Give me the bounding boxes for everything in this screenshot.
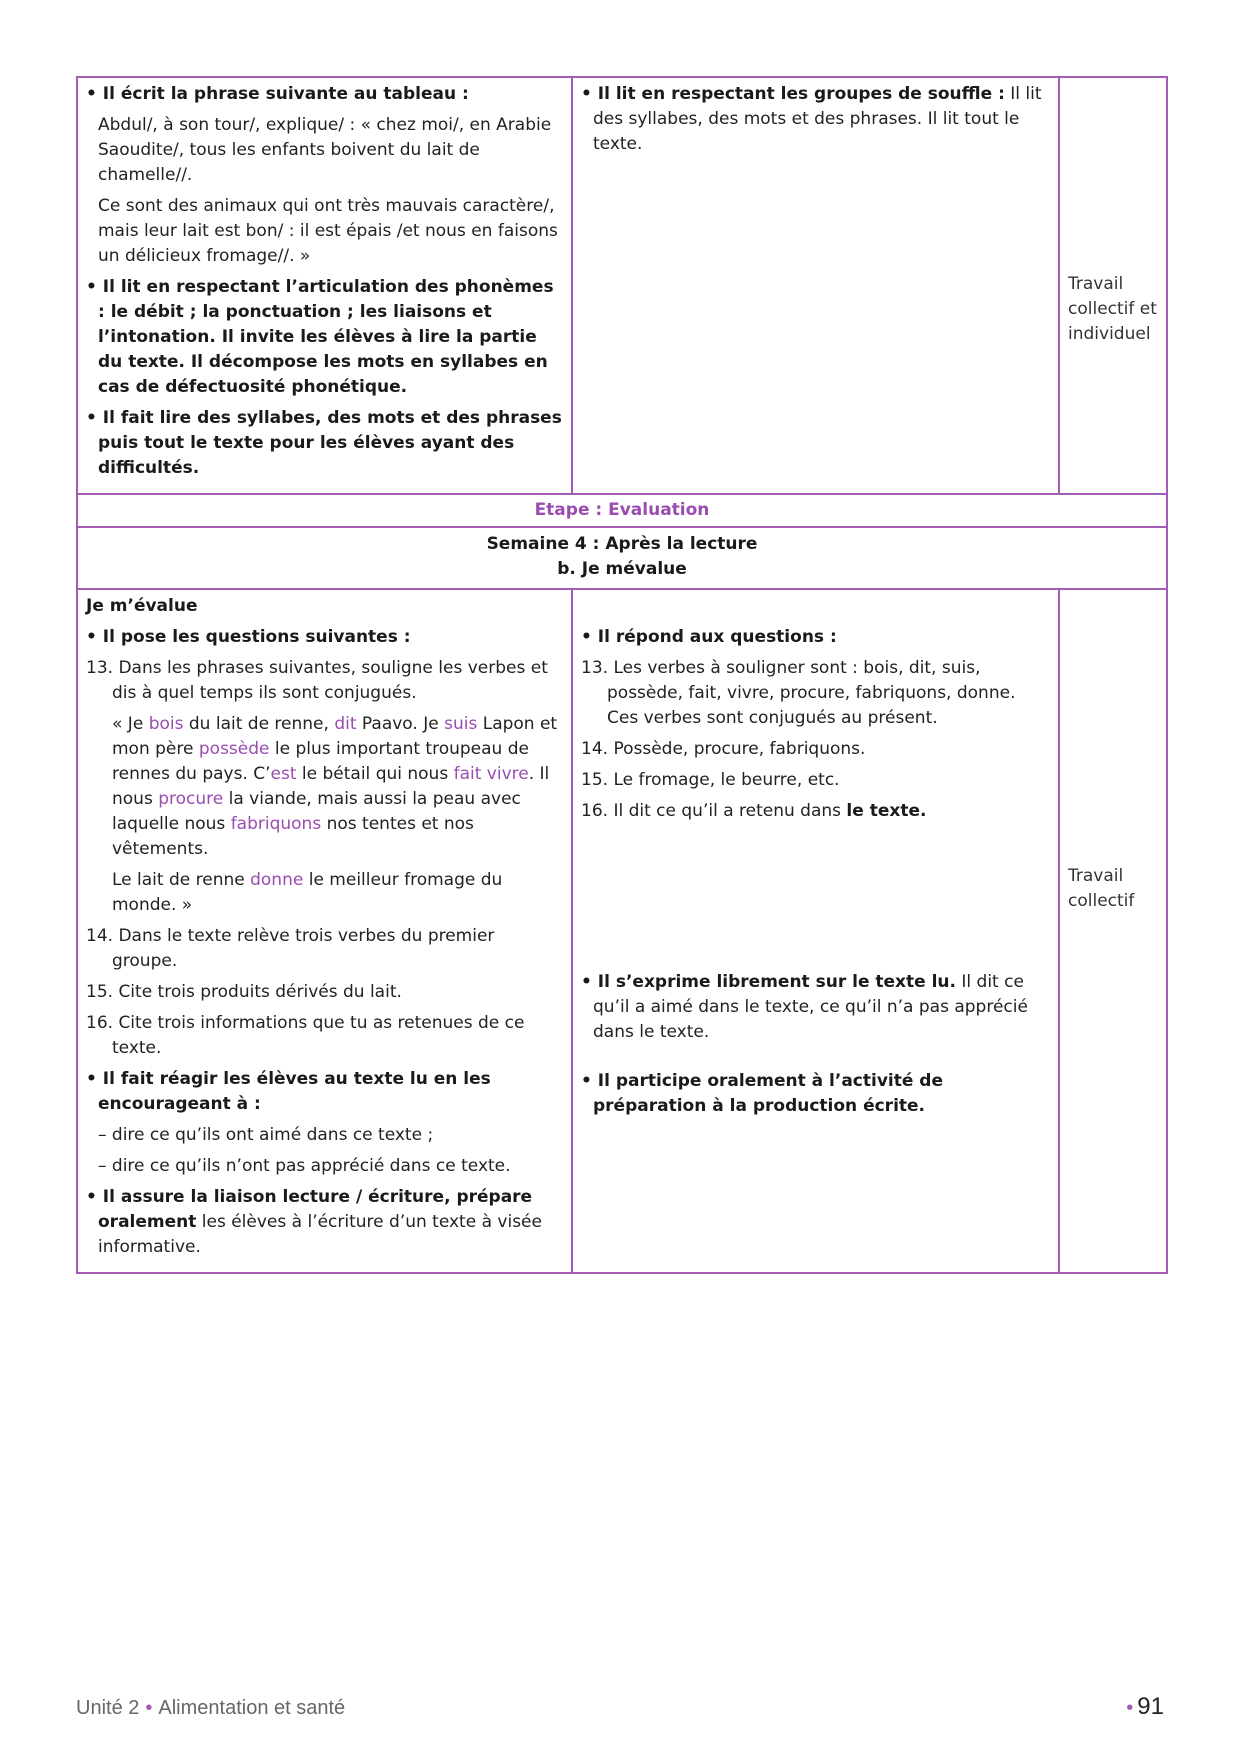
answer-item: 14. Possède, procure, fabriquons. xyxy=(581,739,866,759)
quote-text: Le lait de renne xyxy=(112,870,251,890)
bullet-text xyxy=(581,970,1050,1045)
quote-text: le plus important troupeau de rennes du pays. C’ xyxy=(112,739,529,784)
stage-heading: Etape : Evaluation xyxy=(77,494,1167,527)
quote-paragraph xyxy=(86,712,563,862)
quote-paragraph: Ce sont des animaux qui ont très mauvais caractère/, mais leur lait est bon/ : il est épais /et nous en faisons un délicieux fromage//. » xyxy=(98,196,558,266)
question-item: 15. Cite trois produits dérivés du lait. xyxy=(86,982,402,1002)
bullet-label: • Il assure la liaison lecture / écriture, prépare oralement xyxy=(86,1187,533,1232)
verb-highlight: fabriquons xyxy=(230,814,322,834)
bullet-label: • Il s’exprime librement sur le texte lu. xyxy=(581,972,956,992)
answer-item: 15. Le fromage, le beurre, etc. xyxy=(581,770,840,790)
bullet-body: les élèves à l’écriture d’un texte à visée informative. xyxy=(98,1212,542,1257)
question-item: 13. Dans les phrases suivantes, souligne les verbes et dis à quel temps ils sont conjugués. xyxy=(86,658,548,703)
section-heading: Je m’évalue xyxy=(86,596,198,616)
quote-text: le meilleur fromage du monde. » xyxy=(112,870,503,915)
dash-item: – dire ce qu’ils n’ont pas apprécié dans ce texte. xyxy=(98,1156,511,1176)
question-item: 16. Cite trois informations que tu as retenues de ce texte. xyxy=(86,1013,525,1058)
unit-label: Unité 2 xyxy=(76,1697,140,1719)
bullet-text: • Il participe oralement à l’activité de préparation à la production écrite. xyxy=(581,1071,943,1116)
work-mode-cell xyxy=(1059,77,1167,494)
answer-item xyxy=(581,799,1050,824)
separator-dot-icon: • xyxy=(145,1697,153,1719)
week-heading xyxy=(77,527,1167,589)
table-row xyxy=(77,77,1167,494)
student-activity-cell xyxy=(572,589,1059,1273)
verb-highlight: procure xyxy=(158,789,224,809)
bullet-dot-icon: • xyxy=(1126,1697,1134,1719)
page-number-value: 91 xyxy=(1137,1693,1164,1720)
quote-text: nos tentes et nos vêtements. xyxy=(112,814,474,859)
student-activity-cell xyxy=(572,77,1059,494)
bullet-text xyxy=(581,82,1050,157)
table-row xyxy=(77,589,1167,1273)
page-number xyxy=(1126,1693,1164,1721)
table-row xyxy=(77,494,1167,527)
bullet-text xyxy=(86,1185,563,1260)
answer-item: 13. Les verbes à souligner sont : bois, dit, suis, possède, fait, vivre, procure, fabriquons, donne. xyxy=(581,658,1016,703)
quote-text: Paavo. Je xyxy=(356,714,445,734)
bullet-text: • Il lit en respectant l’articulation des phonèmes : le débit ; la ponctuation ; les liaisons et l’intonation. Il invite les élèves à lire la partie du texte. Il décompose les mots en syllabes en cas de défectuosité phonétique. xyxy=(86,277,554,397)
verb-highlight: dit xyxy=(334,714,357,734)
answer-text: 16. Il dit ce qu’il a retenu dans xyxy=(581,801,847,821)
bullet-label: • Il lit en respectant les groupes de souffle : xyxy=(581,84,1005,104)
unit-theme: Alimentation et santé xyxy=(158,1697,346,1719)
bullet-text: • Il fait réagir les élèves au texte lu en les encourageant à : xyxy=(86,1069,491,1114)
quote-text: « Je xyxy=(112,714,149,734)
quote-paragraph xyxy=(86,868,563,918)
lesson-table xyxy=(76,76,1168,1274)
bullet-text: • Il fait lire des syllabes, des mots et des phrases puis tout le texte pour les élèves ayant des difficultés. xyxy=(86,408,562,478)
teacher-activity-cell xyxy=(77,77,572,494)
bullet-body: Il lit des syllabes, des mots et des phrases. Il lit tout le texte. xyxy=(593,84,1042,154)
dash-item: – dire ce qu’ils ont aimé dans ce texte ; xyxy=(98,1125,434,1145)
answer-item: Ces verbes sont conjugués au présent. xyxy=(607,708,938,728)
verb-highlight: bois xyxy=(148,714,184,734)
work-mode: Travail collectif et individuel xyxy=(1068,274,1157,344)
week-title: Semaine 4 : Après la lecture xyxy=(486,534,758,554)
table-row xyxy=(77,527,1167,589)
footer-unit xyxy=(76,1697,345,1720)
verb-highlight: donne xyxy=(250,870,304,890)
quote-text: Lapon et mon père xyxy=(112,714,558,759)
verb-highlight: possède xyxy=(198,739,270,759)
week-subtitle: b. Je mévalue xyxy=(557,559,687,579)
bullet-text: • Il écrit la phrase suivante au tableau : xyxy=(86,84,469,104)
verb-highlight: suis xyxy=(444,714,478,734)
verb-highlight: est xyxy=(270,764,297,784)
answer-emphasis: le texte. xyxy=(846,801,927,821)
quote-text: le bétail qui nous xyxy=(296,764,454,784)
verb-highlight: fait vivre xyxy=(453,764,529,784)
work-mode-cell xyxy=(1059,589,1167,1273)
question-item: 14. Dans le texte relève trois verbes du premier groupe. xyxy=(86,926,495,971)
work-mode: Travail collectif xyxy=(1068,866,1135,911)
quote-text: . Il nous xyxy=(112,764,550,809)
quote-text: du lait de renne, xyxy=(183,714,335,734)
bullet-body: Il dit ce qu’il a aimé dans le texte, ce qu’il n’a pas apprécié dans le texte. xyxy=(593,972,1028,1042)
teacher-activity-cell xyxy=(77,589,572,1273)
quote-text: la viande, mais aussi la peau avec laquelle nous xyxy=(112,789,521,834)
bullet-text: • Il pose les questions suivantes : xyxy=(86,627,411,647)
quote-paragraph: Abdul/, à son tour/, explique/ : « chez moi/, en Arabie Saoudite/, tous les enfants boivent du lait de chamelle//. xyxy=(98,115,552,185)
bullet-text: • Il répond aux questions : xyxy=(581,627,837,647)
